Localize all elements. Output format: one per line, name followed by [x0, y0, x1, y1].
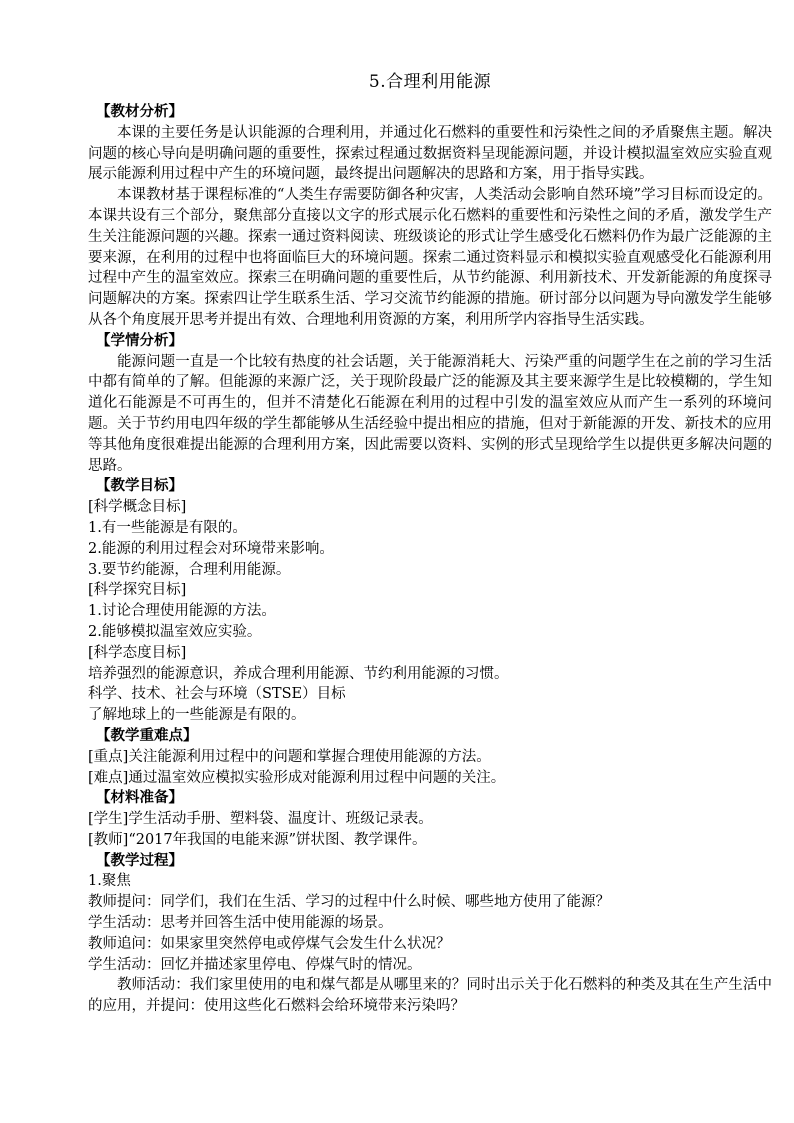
inquiry-goal-item: 1.讨论合理使用能源的方法。: [88, 603, 276, 620]
heading-teaching-process: 【教学过程】: [96, 851, 183, 869]
heading-student-analysis: 【学情分析】: [96, 331, 183, 349]
process-final-paragraph: 教师活动：我们家里使用的电和煤气都是从哪里来的？同时出示关于化石燃料的种类及其在生产生活中的应用，并提问：使用这些化石燃料会给环境带来污染吗？: [88, 977, 772, 1015]
process-step-focus: 1.聚焦: [88, 873, 131, 890]
concept-goal-label: [科学概念目标]: [88, 499, 187, 516]
difficulty-point: [难点]通过温室效应模拟实验形成对能源利用过程中问题的关注。: [88, 769, 506, 786]
concept-goal-item: 3.要节约能源，合理利用能源。: [88, 561, 291, 578]
teacher-materials: [教师]“2017年我国的电能来源”饼状图、教学课件。: [88, 831, 427, 848]
attitude-goal-label: [科学态度目标]: [88, 644, 187, 661]
process-line: 教师追问：如果家里突然停电或停煤气会发生什么状况？: [88, 935, 451, 952]
key-point: [重点]关注能源利用过程中的问题和掌握合理使用能源的方法。: [88, 748, 491, 765]
student-analysis-paragraph: 能源问题一直是一个比较有热度的社会话题，关于能源消耗大、污染严重的问题学生在之前的学习生活中都有简单的了解。但能源的来源广泛，关于现阶段最广泛的能源及其主要来源学生是比较模糊的，学生知道化石能源是不可再生的，但并不清楚化石能源在利用的过程中引发的温室效应从而产生一系列的环境问题。关于节约用电四年级的学生都能够从生活经验中提出相应的措施，但对于新能源的开发、新技术的应用等其他角度很难提出能源的合理利用方案，因此需要以资料、实例的形式呈现给学生以提供更多解决问题的思路。: [88, 353, 772, 474]
concept-goal-item: 2.能源的利用过程会对环境带来影响。: [88, 540, 334, 557]
process-line: 教师提问：同学们，我们在生活、学习的过程中什么时候、哪些地方使用了能源？: [88, 894, 610, 911]
heading-key-points: 【教学重难点】: [96, 726, 198, 744]
inquiry-goal-item: 2.能够模拟温室效应实验。: [88, 623, 262, 640]
process-line: 学生活动：回忆并描述家里停电、停煤气时的情况。: [88, 956, 422, 973]
inquiry-goal-label: [科学探究目标]: [88, 582, 187, 599]
heading-teaching-goals: 【教学目标】: [96, 477, 183, 495]
process-line: 学生活动：思考并回答生活中使用能源的场景。: [88, 915, 393, 932]
student-materials: [学生]学生活动手册、塑料袋、温度计、班级记录表。: [88, 811, 433, 828]
page-title: 5.合理利用能源: [368, 72, 492, 92]
textbook-analysis-paragraph-1: 本课的主要任务是认识能源的合理利用，并通过化石燃料的重要性和污染性之间的矛盾聚焦主题。解决问题的核心导向是明确问题的重要性，探索过程通过数据资料呈现能源问题，并设计模拟温室效应实验直观展示能源利用过程中产生的环境问题，最终提出问题解决的思路和方案，用于指导实践。: [88, 124, 772, 183]
textbook-analysis-paragraph-2: 本课教材基于课程标准的“人类生存需要防御各种灾害，人类活动会影响自然环境”学习目标而设定的。本课共设有三个部分，聚焦部分直接以文字的形式展示化石燃料的重要性和污染性之间的矛盾，激发学生产生关注能源问题的兴趣。探索一通过资料阅读、班级谈论的形式让学生感受化石燃料仍作为最广泛能源的主要来源，在利用的过程中也将面临巨大的环境问题。探索二通过资料显示和模拟实验直观感受化石能源利用过程中产生的温室效应。探索三在明确问题的重要性后，从节约能源、利用新技术、开发新能源的角度探寻问题解决的方案。探索四让学生联系生活、学习交流节约能源的措施。研讨部分以问题为导向激发学生能够从各个角度展开思考并提出有效、合理地利用资源的方案，利用所学内容指导生活实践。: [88, 187, 772, 328]
heading-textbook-analysis: 【教材分析】: [96, 103, 183, 120]
stse-goal-label: 科学、技术、社会与环境（STSE）目标: [88, 686, 346, 703]
document-page: [88, 70, 772, 1017]
heading-materials: 【材料准备】: [96, 789, 183, 807]
concept-goal-item: 1.有一些能源是有限的。: [88, 519, 247, 536]
stse-goal-text: 了解地球上的一些能源是有限的。: [88, 707, 306, 724]
attitude-goal-text: 培养强烈的能源意识，养成合理利用能源、节约利用能源的习惯。: [88, 665, 509, 682]
